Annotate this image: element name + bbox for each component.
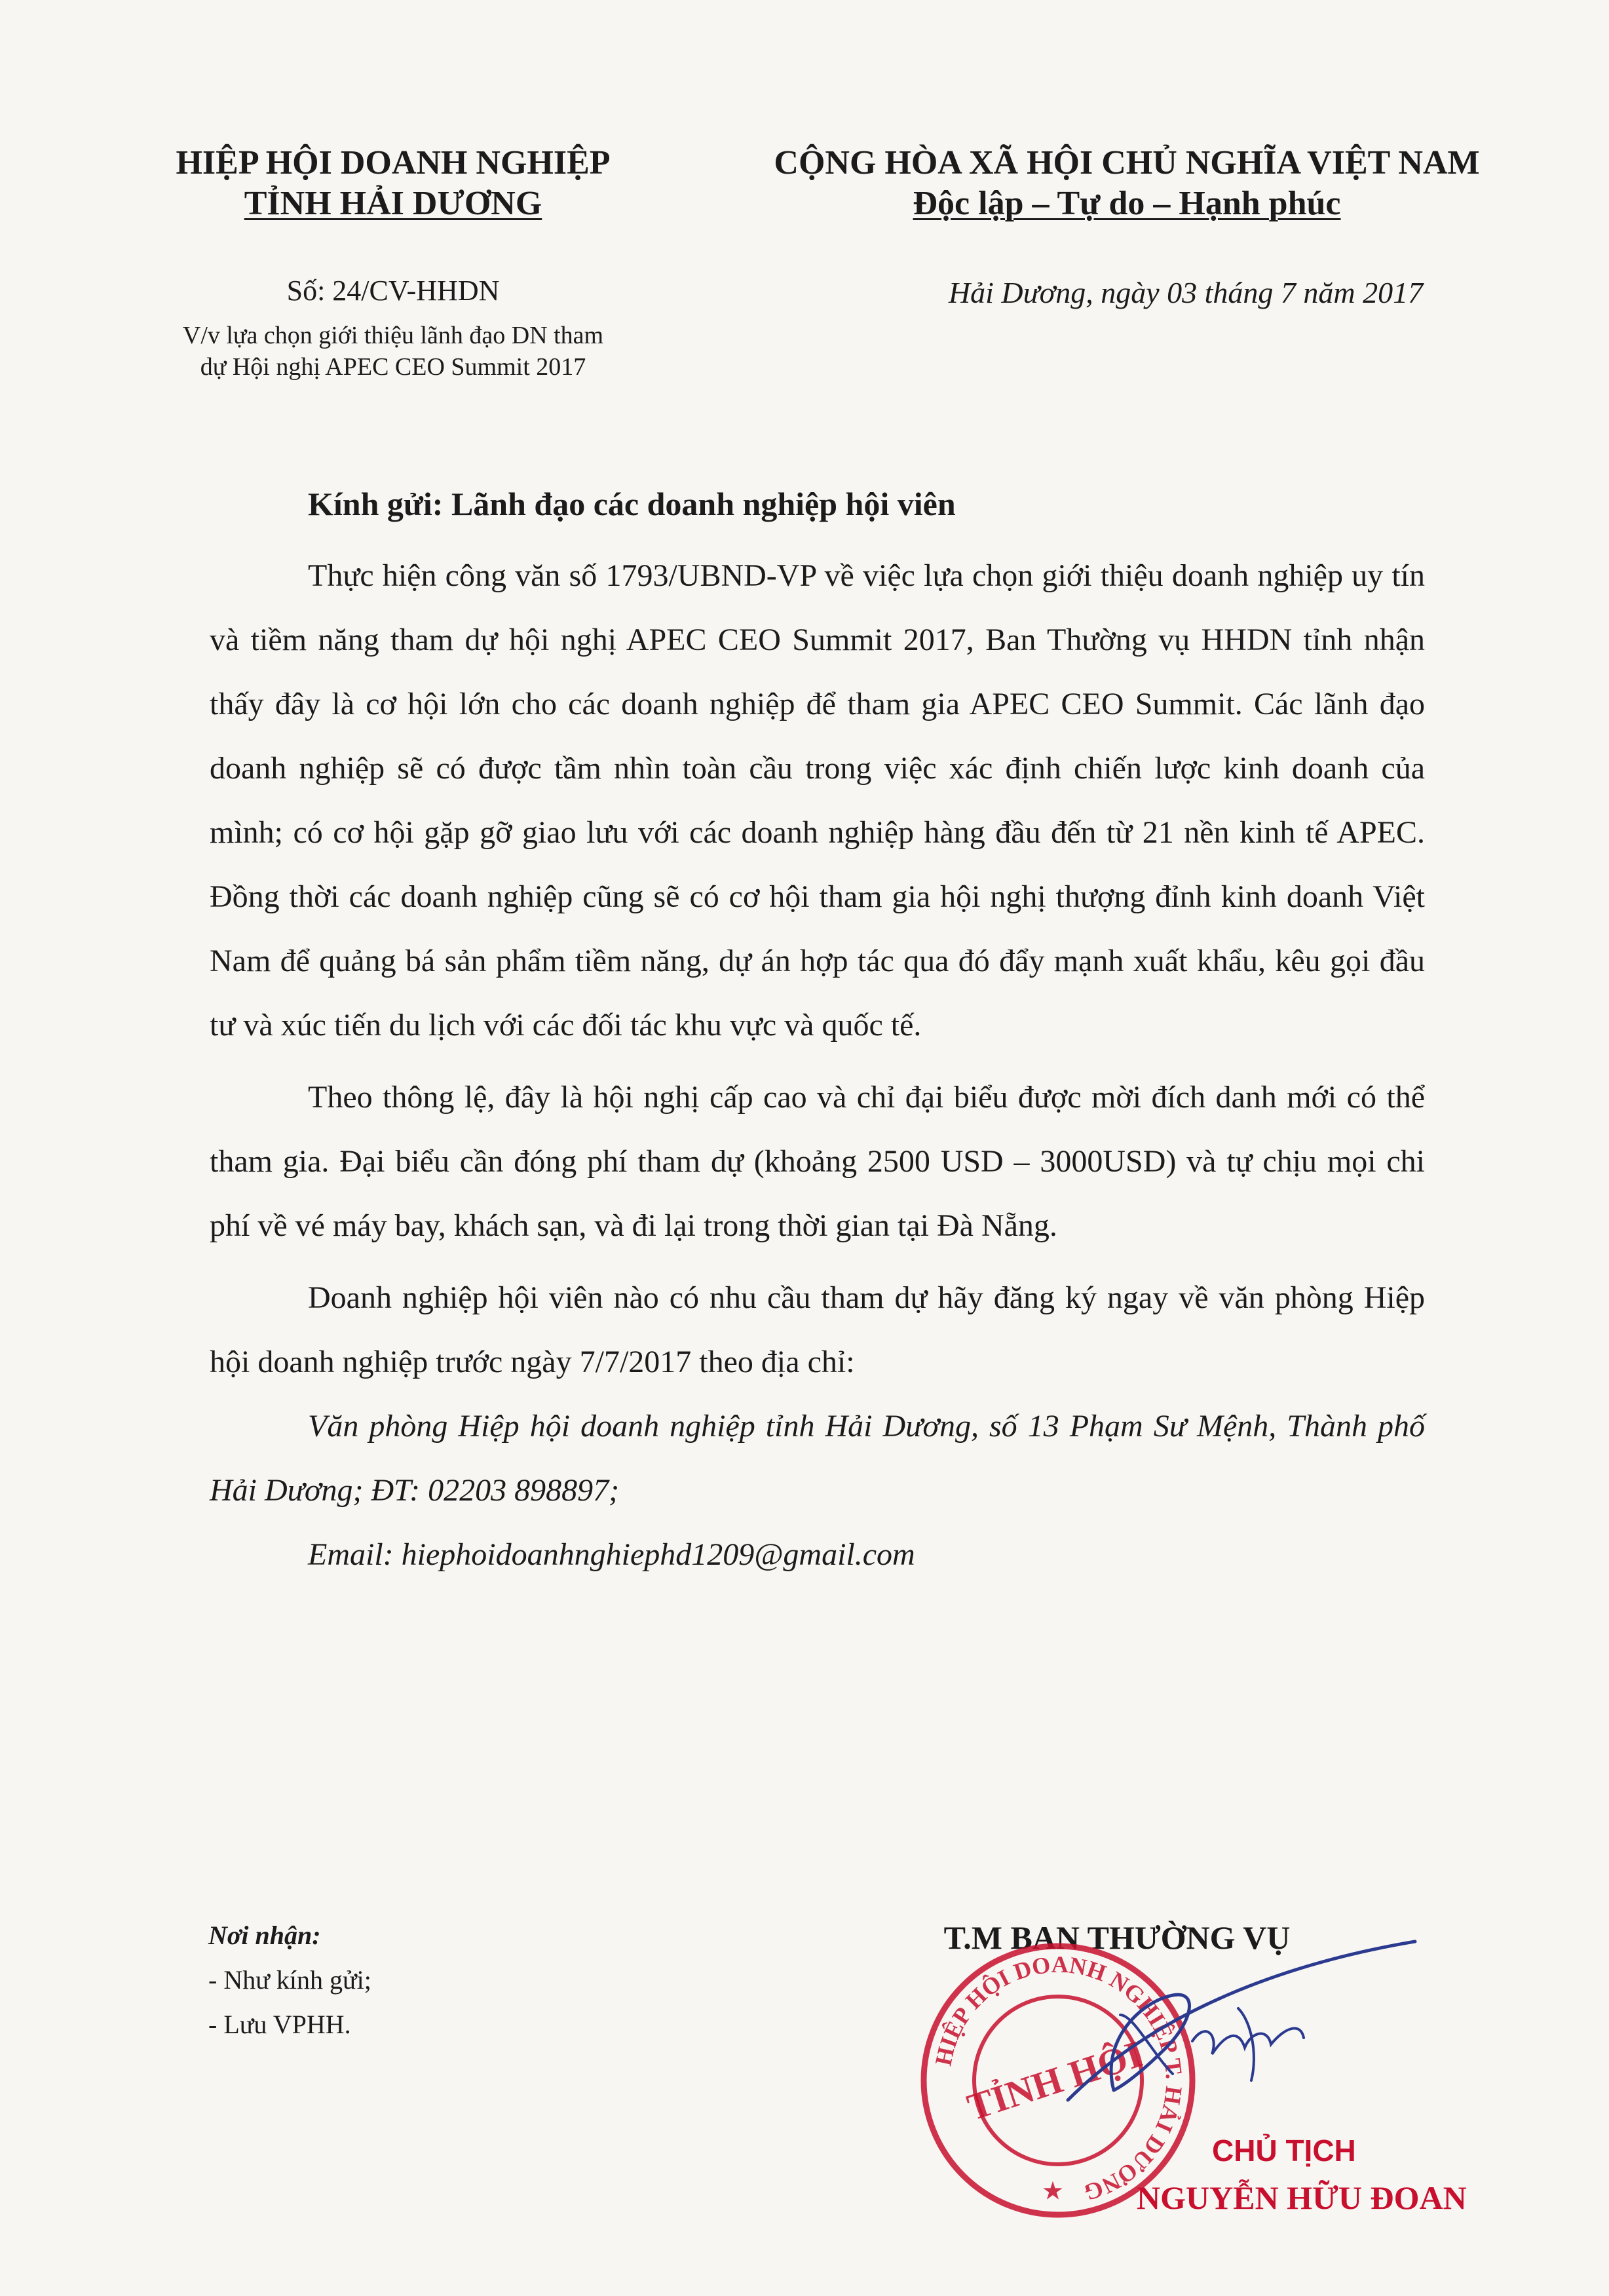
doc-number: Số: 24/CV-HHDN — [286, 275, 500, 307]
office-address: Văn phòng Hiệp hội doanh nghiệp tỉnh Hải Dương, số 13 Phạm Sư Mệnh, Thành phố Hải Dương; ĐT: 02203 898897; — [210, 1409, 1425, 1508]
recipient-item: - Như kính gửi; — [208, 1965, 371, 1995]
subject-line2: dự Hội nghị APEC CEO Summit 2017 — [200, 353, 586, 381]
stamp-ring-text: HIỆP HỘI DOANH NGHIỆP T. HẢI DƯƠNG — [930, 1951, 1188, 2206]
recipient-item: - Lưu VPHH. — [208, 2010, 351, 2039]
recipient-line: Kính gửi: Lãnh đạo các doanh nghiệp hội viên — [308, 486, 956, 522]
doc-subject — [131, 320, 655, 383]
org-header — [131, 143, 655, 224]
stamp-center-text: TỈNH HỘI — [962, 2032, 1147, 2129]
paragraph-3: Doanh nghiệp hội viên nào có nhu cầu tham dự hãy đăng ký ngay về văn phòng Hiệp hội doanh nghiệp trước ngày 7/7/2017 theo địa chỉ: — [210, 1280, 1425, 1379]
org-name-line2: TỈNH HẢI DƯƠNG — [244, 185, 542, 222]
paragraph-1: Thực hiện công văn số 1793/UBND-VP về việc lựa chọn giới thiệu doanh nghiệp uy tín và tiềm năng tham dự hội nghị APEC CEO Summit 2017, Ban Thường vụ HHDN tỉnh nhận thấy đây là cơ hội lớn cho các doanh nghiệp để tham gia APEC CEO Summit. Các lãnh đạo doanh nghiệp sẽ có được tầm nhìn toàn cầu trong việc xác định chiến lược kinh doanh của mình; có cơ hội gặp gỡ giao lưu với các doanh nghiệp hàng đầu đến từ 21 nền kinh tế APEC. Đồng thời các doanh nghiệp cũng sẽ có cơ hội tham gia hội nghị thượng đỉnh kinh doanh Việt Nam để quảng bá sản phẩm tiềm năng, dự án hợp tác qua đó đẩy mạnh xuất khẩu, kêu gọi đầu tư và xúc tiến du lịch với các đối tác khu vực và quốc tế. — [210, 558, 1425, 1043]
signer-role: CHỦ TỊCH — [1212, 2133, 1356, 2168]
handwritten-signature — [1042, 1923, 1448, 2139]
national-header — [708, 143, 1546, 224]
signature-title: T.M BAN THƯỜNG VỤ — [943, 1919, 1291, 1956]
signer-name: NGUYỄN HỮU ĐOAN — [1137, 2179, 1467, 2216]
stamp-star-icon: ★ — [1042, 2179, 1063, 2204]
recipients-title: Nơi nhận: — [208, 1921, 321, 1950]
letter-body — [210, 544, 1425, 1587]
paragraph-2: Theo thông lệ, đây là hội nghị cấp cao và chỉ đại biểu được mời đích danh mới có thể tham gia. Đại biểu cần đóng phí tham dự (khoảng 2500 USD – 3000USD) và tự chịu mọi chi phí về vé máy bay, khách sạn, và đi lại trong thời gian tại Đà Nẵng. — [210, 1080, 1425, 1243]
place-date: Hải Dương, ngày 03 tháng 7 năm 2017 — [948, 276, 1424, 309]
contact-email: Email: hiephoidoanhnghiephd1209@gmail.com — [308, 1537, 915, 1572]
recipients-block — [208, 1913, 371, 2047]
org-name-line1: HIỆP HỘI DOANH NGHIỆP — [176, 144, 611, 182]
nation-motto: Độc lập – Tự do – Hạnh phúc — [913, 185, 1341, 222]
subject-line1: V/v lựa chọn giới thiệu lãnh đạo DN tham — [182, 322, 604, 349]
nation-title: CỘNG HÒA XÃ HỘI CHỦ NGHĨA VIỆT NAM — [774, 144, 1480, 182]
